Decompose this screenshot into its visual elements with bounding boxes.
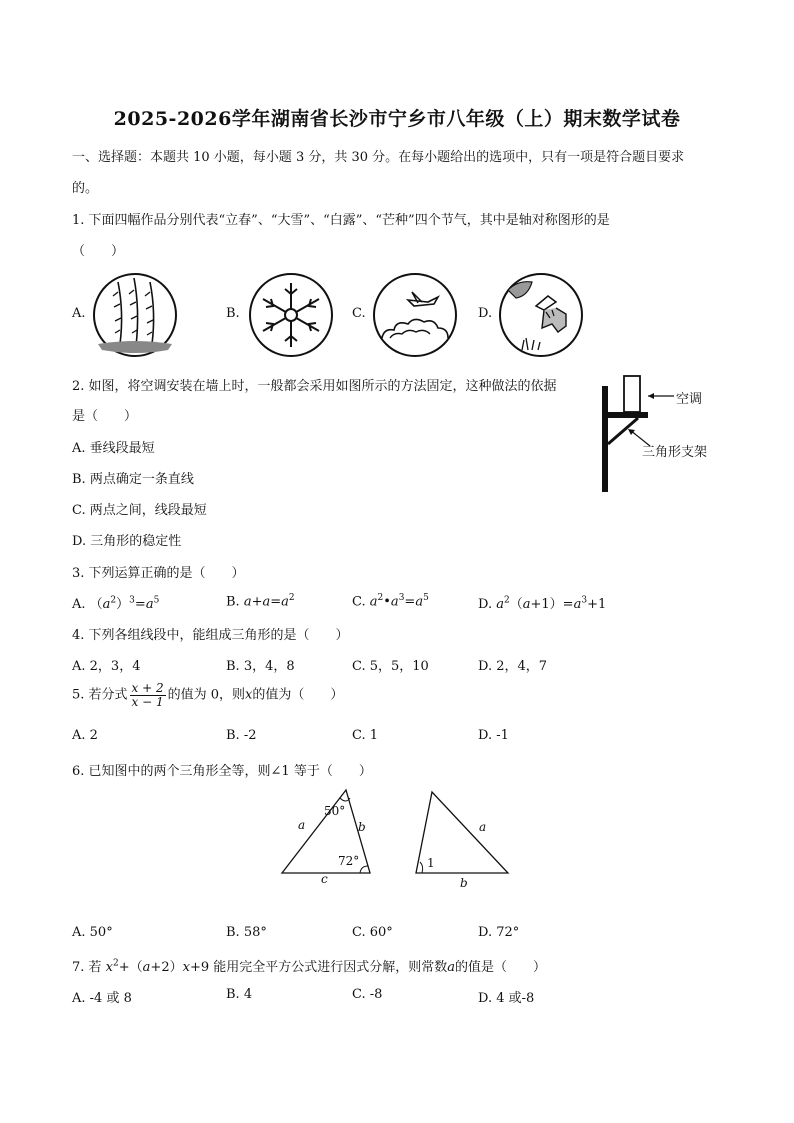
q3-option-d: D. $a^2(a+1)=a^3+1$ [478, 595, 607, 612]
q1-figure-d-bird-grass [496, 272, 586, 358]
q6-option-b: B. 58° [226, 925, 267, 940]
q2-option-c: C. 两点之间，线段最短 [72, 503, 207, 518]
q5-option-b: B. -2 [226, 728, 257, 743]
q5-stem: 5. 若分式 $\frac{x + 2}{x - 1}$ 的值为 0，则x的值为（ ） [72, 681, 344, 709]
q5-fraction: $\frac{x + 2}{x - 1}$ [131, 681, 164, 709]
q6-option-d: D. 72° [478, 925, 520, 940]
q5-option-c: C. 1 [352, 728, 379, 743]
q5-option-a: A. 2 [72, 728, 98, 743]
q6-angle-right: 72° [338, 854, 360, 868]
q6-option-a: A. 50° [72, 925, 113, 940]
q6-side-a2: a [479, 820, 487, 834]
q6-figure-triangles [270, 786, 530, 886]
q7-stem: 7. 若 $x^2+(a+2)x+9$ 能用完全平方公式进行因式分解，则常数a的值是（ ） [72, 958, 547, 975]
q6-side-b2: b [460, 876, 468, 890]
q4-option-c: C. 5，5，10 [352, 659, 429, 674]
q6-option-c: C. 60° [352, 925, 393, 940]
q2-figure-ac-bracket [600, 372, 730, 496]
q1-figure-b-snowflake [246, 272, 336, 358]
q6-side-a: a [298, 818, 306, 832]
q1-figure-a-willow [90, 272, 180, 358]
q6-angle-1: 1 [427, 856, 435, 870]
q5-option-d: D. -1 [478, 728, 509, 743]
q4-option-d: D. 2，4，7 [478, 659, 548, 674]
q2-option-a: A. 垂线段最短 [72, 441, 155, 456]
q2-fig-label-bracket: 三角形支架 [642, 445, 708, 460]
q7-option-c: C. -8 [352, 987, 383, 1002]
q1-option-b-label: B. [226, 306, 240, 321]
q1-option-d-label: D. [478, 306, 493, 321]
q6-angle-top: 50° [324, 804, 346, 818]
q3-option-a: A. $(a^2)^3=a^5$ [72, 595, 160, 612]
q2-option-d: D. 三角形的稳定性 [72, 534, 182, 549]
q7-option-d: D. 4 或-8 [478, 991, 535, 1006]
q2-fig-label-ac: 空调 [676, 392, 703, 407]
section-heading-cont: 的。 [72, 181, 99, 196]
q7-option-a: A. -4 或 8 [72, 991, 132, 1006]
q3-option-c: C. $a^2•a^3=a^5$ [352, 593, 429, 610]
page-title: 2025-2026学年湖南省长沙市宁乡市八年级（上）期末数学试卷 [113, 108, 681, 130]
q1-stem-cont: （ ） [72, 244, 125, 259]
q4-option-b: B. 3，4，8 [226, 659, 295, 674]
section-heading: 一、选择题：本题共 10 小题，每小题 3 分，共 30 分。在每小题给出的选项中，只有一项是符合题目要求 [72, 150, 685, 165]
q6-stem: 6. 已知图中的两个三角形全等，则∠1 等于（ ） [72, 764, 372, 779]
q6-side-c: c [321, 872, 328, 886]
q4-option-a: A. 2，3，4 [72, 659, 141, 674]
q7-option-b: B. 4 [226, 987, 253, 1002]
q1-option-c-label: C. [352, 306, 366, 321]
q1-stem: 1. 下面四幅作品分别代表“立春”、“大雪”、“白露”、“芒种”四个节气，其中是轴对称图形的是 [72, 213, 610, 228]
q3-option-b: B. $a+a=a^2$ [226, 593, 295, 610]
q6-side-b: b [358, 820, 366, 834]
q1-option-a-label: A. [72, 306, 86, 321]
q4-stem: 4. 下列各组线段中，能组成三角形的是（ ） [72, 628, 349, 643]
q2-stem: 2. 如图，将空调安装在墙上时，一般都会采用如图所示的方法固定，这种做法的依据 [72, 379, 557, 394]
q2-stem-cont: 是（ ） [72, 409, 138, 424]
q3-stem: 3. 下列运算正确的是（ ） [72, 566, 245, 581]
q2-option-b: B. 两点确定一条直线 [72, 472, 194, 487]
q1-figure-c-bird-clouds [370, 272, 460, 358]
